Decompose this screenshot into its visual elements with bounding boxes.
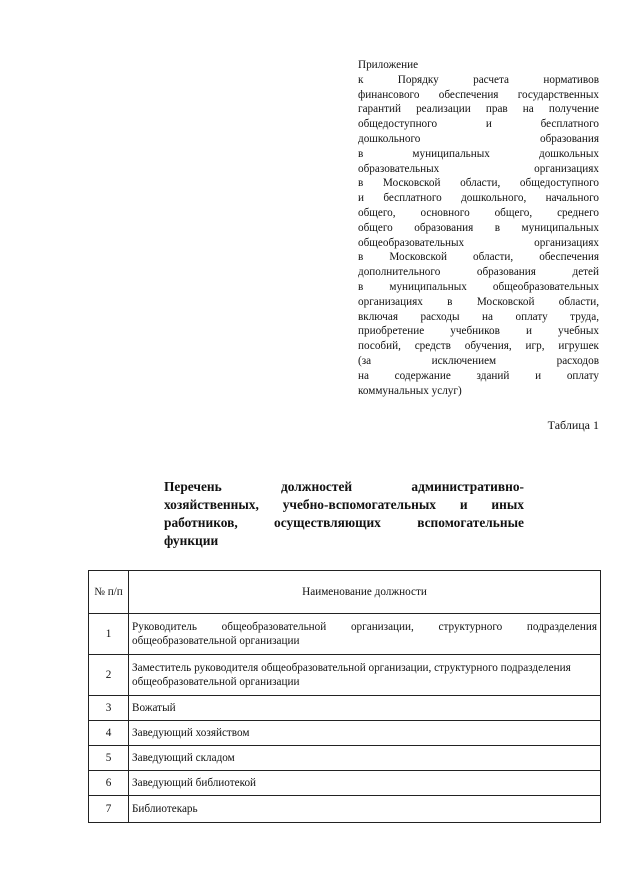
row-name: Библиотекарь [129, 796, 601, 823]
title-line: работников, осуществляющих вспомогательные [164, 515, 524, 530]
row-name: Руководитель общеобразовательной организации, структурного подразделения общеобразовательной организации [129, 614, 601, 655]
appendix-line: общедоступного и бесплатного [358, 118, 599, 131]
appendix-line: финансового обеспечения государственных [358, 88, 599, 101]
appendix-line: приобретение учебников и учебных [358, 325, 599, 338]
appendix-title: Приложение [358, 59, 419, 71]
row-number: 3 [89, 696, 129, 721]
row-name: Заместитель руководителя общеобразовательной организации, структурного подразделения общеобразовательной организации [129, 655, 601, 696]
appendix-line: дополнительного образования детей [358, 266, 599, 279]
header-name: Наименование должности [129, 571, 601, 614]
row-name: Заведующий складом [129, 746, 601, 771]
appendix-line: пособий, средств обучения, игр, игрушек [358, 340, 599, 353]
appendix-line: организациях в Московской области, [358, 295, 599, 308]
table-row [89, 771, 601, 796]
row-number: 7 [89, 796, 129, 823]
appendix-line: (за исключением расходов [358, 354, 599, 367]
table-row [89, 696, 601, 721]
appendix-line: в Московской области, общедоступного [358, 177, 599, 190]
table-row [89, 721, 601, 746]
table-row [89, 796, 601, 823]
table-label: Таблица 1 [547, 418, 599, 432]
table-header-row [89, 571, 601, 614]
appendix-line: общего образования в муниципальных [358, 221, 599, 234]
appendix-line: дошкольного образования [358, 132, 599, 145]
table-row [89, 614, 601, 655]
appendix-line: образовательных организациях [358, 162, 599, 175]
row-number: 2 [89, 655, 129, 696]
row-number: 5 [89, 746, 129, 771]
positions-table [88, 570, 601, 823]
appendix-line: коммунальных услуг) [358, 384, 462, 397]
appendix-line: в Московской области, обеспечения [358, 251, 599, 264]
appendix-line: общеобразовательных организациях [358, 236, 599, 249]
appendix-line: и бесплатного дошкольного, начального [358, 192, 599, 205]
row-name: Заведующий библиотекой [129, 771, 601, 796]
appendix-line: к Порядку расчета нормативов [358, 73, 599, 86]
appendix-line: в муниципальных дошкольных [358, 147, 599, 160]
appendix-line: общего, основного общего, среднего [358, 206, 599, 219]
row-number: 1 [89, 614, 129, 655]
row-name: Заведующий хозяйством [129, 721, 601, 746]
row-number: 4 [89, 721, 129, 746]
appendix-line: включая расходы на оплату труда, [358, 310, 599, 323]
row-name: Вожатый [129, 696, 601, 721]
title-line: функции [164, 533, 219, 548]
appendix-line: гарантий реализации прав на получение [358, 103, 599, 116]
row-number: 6 [89, 771, 129, 796]
appendix-line: на содержание зданий и оплату [358, 369, 599, 382]
appendix-line: в муниципальных общеобразовательных [358, 280, 599, 293]
table-row [89, 655, 601, 696]
title-line: хозяйственных, учебно-вспомогательных и иных [164, 497, 524, 512]
title-line: Перечень должностей административно- [164, 479, 524, 494]
page-title [164, 478, 524, 550]
table-row [89, 746, 601, 771]
header-number: № п/п [89, 571, 129, 614]
appendix-block [358, 58, 599, 398]
